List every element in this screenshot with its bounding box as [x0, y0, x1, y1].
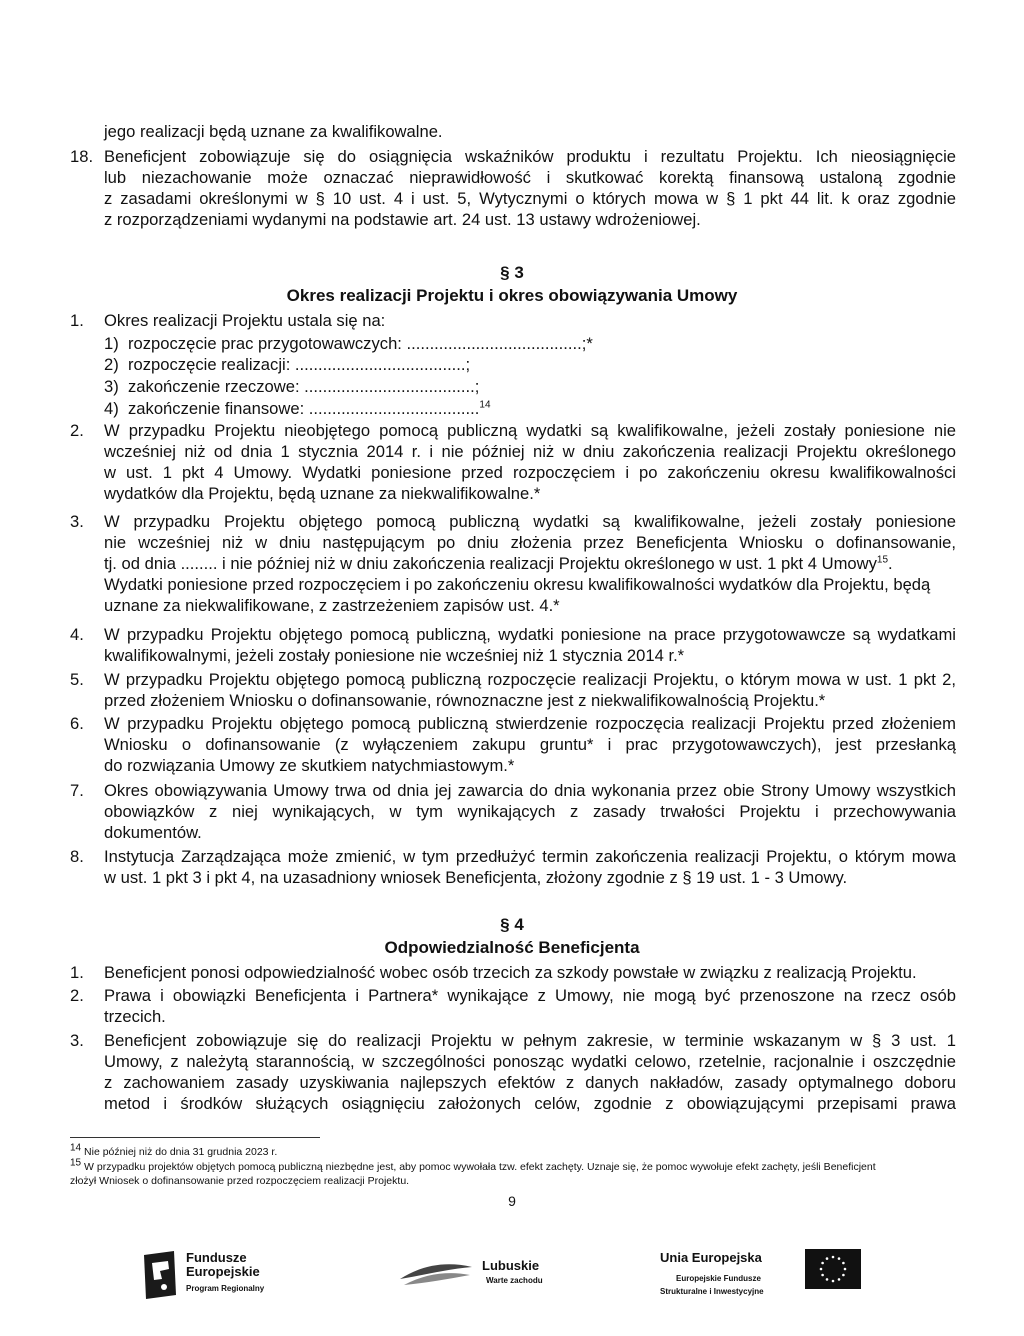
text-line: Okres obowiązywania Umowy trwa od dnia jej zawarcia do dnia wykonania przez obie Strony Umowy wszystkich — [104, 781, 956, 800]
footnote-separator — [70, 1137, 320, 1138]
intro-line: jego realizacji będą uznane za kwalifikowalne. — [104, 122, 443, 141]
footnote-number: 14 — [70, 1142, 82, 1154]
subitem-text: rozpoczęcie realizacji: .....................................; — [128, 355, 471, 374]
text-line: Beneficjent ponosi odpowiedzialność wobec osób trzecich za szkody powstałe w związku z realizacją Projektu. — [104, 963, 917, 982]
paragraph-18 — [70, 146, 956, 230]
s3-paragraph-7 — [70, 780, 956, 843]
text-line: Wniosku o dofinansowanie (z wyłączeniem zakupu gruntu* i prac przygotowawczych), jest przesłanką — [104, 735, 956, 754]
footnote-ref-14: 14 — [479, 399, 491, 411]
subitem-number: 3) — [104, 377, 119, 396]
s3-subitem-2 — [104, 354, 470, 375]
section-4-sign: § 4 — [500, 915, 524, 934]
paragraph-number: 2. — [70, 421, 84, 440]
text-line: W przypadku Projektu objętego pomocą publiczną wydatki są kwalifikowalne, jeżeli zostały poniesione — [104, 512, 956, 531]
footnote-text: Nie później niż do dnia 31 grudnia 2023 r. — [84, 1146, 278, 1158]
eu-flag-icon — [805, 1249, 861, 1289]
text-line: metod i środków służących osiągnięciu założonych celów, zgodnie z obowiązującymi przepisami prawa — [104, 1094, 956, 1113]
footnote-14 — [70, 1142, 960, 1159]
text-line: lub niezachowanie może oznaczać nieprawidłowość i skutkować korektą finansową ustaloną zgodnie — [104, 168, 956, 187]
text-line: z rozporządzeniami wydanymi na podstawie art. 24 ust. 13 ustawy wdrożeniowej. — [104, 210, 701, 229]
s3-paragraph-5 — [70, 669, 956, 711]
paragraph-number: 2. — [70, 986, 84, 1005]
text-line: wcześniej niż od dnia 1 stycznia 2014 r. i nie później niż w dniu zakończenia realizacji Projektu określonego — [104, 442, 956, 461]
text-line: W przypadku Projektu objętego pomocą publiczną stwierdzenie rozpoczęcia realizacji Projektu przed złożeniem — [104, 714, 956, 733]
fe-logo — [140, 1249, 180, 1301]
s4-paragraph-3 — [70, 1030, 956, 1114]
paragraph-number: 5. — [70, 670, 84, 689]
text-line: W przypadku Projektu objętego pomocą publiczną, wydatki poniesione na prace przygotowawcze są wydatkami — [104, 625, 956, 644]
s3-paragraph-8 — [70, 846, 956, 888]
subitem-number: 1) — [104, 334, 119, 353]
paragraph-number: 3. — [70, 512, 84, 531]
subitem-number: 4) — [104, 399, 119, 418]
subitem-text: rozpoczęcie prac przygotowawczych: ......................................;* — [128, 334, 593, 353]
text-line: dokumentów. — [104, 823, 202, 842]
text-line: przed złożeniem Wniosku o dofinansowanie, równoznaczne jest z niekwalifikowalnością Projektu.* — [104, 691, 826, 710]
text-line: W przypadku Projektu objętego pomocą publiczną rozpoczęcie realizacji Projektu, o którym mowa w ust. 1 pkt 2, — [104, 670, 956, 689]
ue-logo-text-2: Europejskie Fundusze — [676, 1274, 761, 1283]
footnote-ref-15: 15 — [876, 554, 889, 566]
paragraph-number: 3. — [70, 1031, 84, 1050]
paragraph-number: 6. — [70, 714, 84, 733]
s3-paragraph-4 — [70, 624, 956, 666]
text-line: Beneficjent zobowiązuje się do realizacji Projektu w pełnym zakresie, w terminie wskazanym w § 3 ust. 1 — [104, 1031, 956, 1050]
text-line: trzecich. — [104, 1007, 166, 1026]
paragraph-number: 4. — [70, 625, 84, 644]
text-line: Umowy, z należytą starannością, w szczególności ponosząc wydatki celowo, rzetelnie, racjonalnie i oszczędnie — [104, 1052, 956, 1071]
text-line: Instytucja Zarządzająca może zmienić, w tym przedłużyć termin zakończenia realizacji Projektu, o którym mowa — [104, 847, 956, 866]
s4-paragraph-1 — [70, 962, 956, 983]
footnote-15 — [70, 1157, 960, 1174]
text-line: Okres realizacji Projektu ustala się na: — [104, 311, 386, 330]
text-line: tj. od dnia ........ i nie później niż w dniu zakończenia realizacji Projektu określonego w ust. 1 pkt 4 Umowy$^{15}$. — [104, 554, 893, 573]
paragraph-number: 1. — [70, 963, 84, 982]
paragraph-number: 8. — [70, 847, 84, 866]
s3-subitem-3 — [104, 376, 479, 397]
text-line: w ust. 1 pkt 3 i pkt 4, na uzasadniony wniosek Beneficjenta, złożony zgodnie z § 19 ust. 1 - 3 Umowy. — [104, 868, 848, 887]
text-line: nie wcześniej niż w dniu następującym po dniu złożenia przez Beneficjenta Wniosku o dofinansowanie, — [104, 533, 956, 552]
section-4-title: Odpowiedzialność Beneficjenta — [384, 938, 640, 957]
funding-logos — [0, 1245, 1024, 1305]
section-3-title: Okres realizacji Projektu i okres obowiązywania Umowy — [286, 286, 738, 305]
footnote-text: W przypadku projektów objętych pomocą publiczną niezbędne jest, aby pomoc wywołała tzw. efekt zachęty. Uznaje się, że pomoc wywołuje efekt zachęty, jeśli Beneficjent — [84, 1161, 876, 1173]
subitem-number: 2) — [104, 355, 119, 374]
s4-paragraph-2 — [70, 985, 956, 1027]
s3-paragraph-6 — [70, 713, 956, 776]
text-span: tj. od dnia ........ i nie później niż w dniu zakończenia realizacji Projektu określonego w ust. 1 pkt 4 Umowy — [104, 554, 877, 573]
lubuskie-logo-text: Lubuskie — [482, 1258, 540, 1273]
ue-logo-text-3: Strukturalne i Inwestycyjne — [660, 1287, 764, 1296]
subitem-text: zakończenie rzeczowe: .....................................; — [128, 377, 480, 396]
text-line: do rozwiązania Umowy ze skutkiem natychmiastowym.* — [104, 756, 515, 775]
text-line: obowiązków z niej wynikających, w tym wynikających z zasady trwałości Projektu i przechowywania — [104, 802, 956, 821]
paragraph-number: 18. — [70, 147, 94, 166]
footnote-15-cont: złożył Wniosek o dofinansowanie przed rozpoczęciem realizacji Projektu. — [70, 1175, 410, 1187]
text-line: z zasadami określonymi w § 10 ust. 4 i ust. 5, Wytycznymi o których mowa w § 1 pkt 44 lit. k oraz zgodnie — [104, 189, 956, 208]
fe-logo-text-2: Europejskie — [186, 1264, 260, 1279]
text-line: w ust. 1 pkt 4 Umowy. Wydatki poniesione przed rozpoczęciem i po zakończeniu okresu kwalifikowalności — [104, 463, 956, 482]
ue-logo-text-1: Unia Europejska — [660, 1250, 762, 1265]
s3-paragraph-3 — [70, 511, 956, 616]
text-line: Beneficjent zobowiązuje się do osiągnięcia wskaźników produktu i rezultatu Projektu. Ich nieosiągnięcie — [104, 147, 956, 166]
subitem-text: zakończenie finansowe: ..................................... — [128, 399, 480, 418]
paragraph-number: 1. — [70, 311, 84, 330]
fe-logo-text-1: Fundusze — [186, 1250, 247, 1265]
lubuskie-swoosh-icon — [398, 1257, 474, 1291]
footnote-number: 15 — [70, 1157, 82, 1169]
page-number: 9 — [508, 1193, 516, 1209]
paragraph-number: 7. — [70, 781, 84, 800]
fe-logo-text-3: Program Regionalny — [186, 1284, 265, 1293]
text-line: kwalifikowalnymi, jeżeli zostały poniesione nie wcześniej niż 1 stycznia 2014 r.* — [104, 646, 685, 665]
s3-subitem-1 — [104, 333, 593, 354]
lubuskie-slogan: Warte zachodu — [486, 1276, 543, 1285]
s3-paragraph-1 — [70, 310, 956, 331]
text-line: W przypadku Projektu nieobjętego pomocą publiczną wydatki są kwalifikowalne, jeżeli zostały poniesione nie — [104, 421, 956, 440]
section-3-sign: § 3 — [500, 263, 524, 282]
s3-subitem-4 — [104, 398, 491, 419]
text-line: uznane za niekwalifikowane, z zastrzeżeniem zapisów ust. 4.* — [104, 596, 560, 615]
fe-flag-icon — [140, 1249, 180, 1301]
s3-paragraph-2 — [70, 420, 956, 504]
text-line: wydatków dla Projektu, będą uznane za niekwalifikowalne.* — [104, 484, 541, 503]
text-line: Wydatki poniesione przed rozpoczęciem i po zakończeniu okresu kwalifikowalności wydatków dla Projektu, będą — [104, 575, 931, 594]
text-line: z zachowaniem zasady uzyskiwania najlepszych efektów z danych nakładów, zasady optymalnego doboru — [104, 1073, 956, 1092]
text-line: Prawa i obowiązki Beneficjenta i Partnera* wynikające z Umowy, nie mogą być przenoszone na rzecz osób — [104, 986, 956, 1005]
